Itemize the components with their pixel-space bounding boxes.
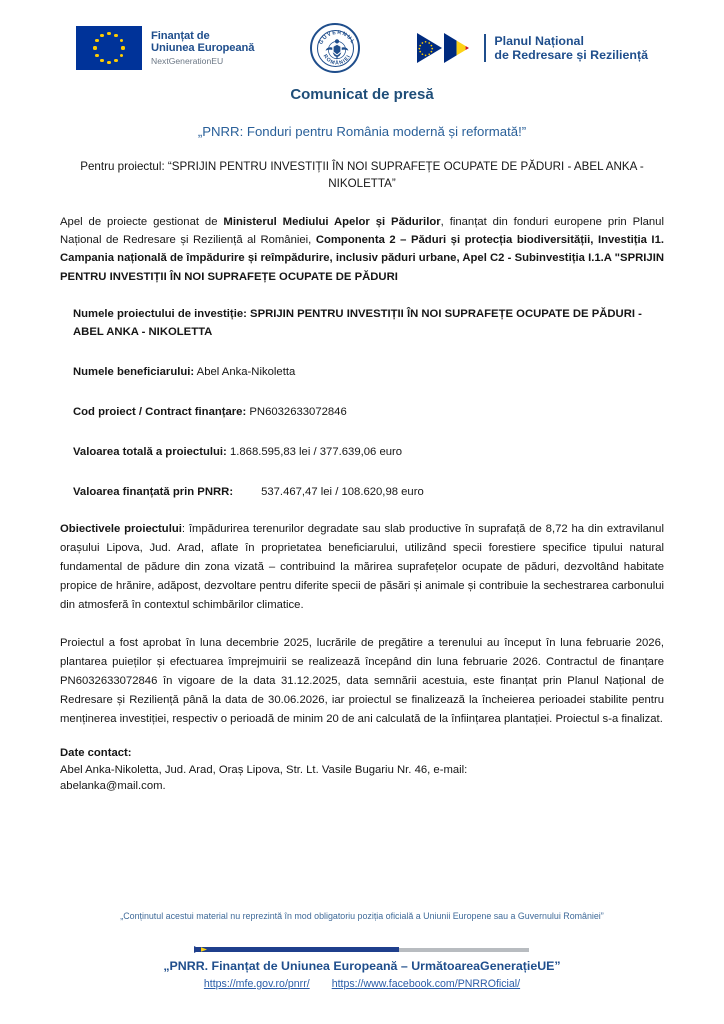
objectives-text: : împădurirea terenurilor degradate sau slab productive în suprafață de 8,72 ha din extravilanul orașului Lipova, Jud. Arad, aflate în proprietatea beneficiarului, utilizând specii forestiere specifice tipului natural fundamental de pădure din zona vizată – contribuind la mărirea suprafețelor ocupate de păduri, dezvoltând habitate propice de hrănire, adăpost, dezvoltare pentru diferite specii de păsări și animale și contribuie la sechestrarea carbonului din atmosferă în contextul schimbărilor climatice. — [60, 523, 664, 612]
svg-text:GUVERNUL: GUVERNUL — [318, 29, 357, 46]
intro-paragraph — [60, 213, 664, 286]
footer-divider-bar-wrap — [0, 947, 724, 952]
footer-title: „PNRR. Finanțat de Uniunea Europeană – UrmătoareaGenerațieUE” — [163, 959, 561, 973]
page-title: Comunicat de presă — [290, 86, 434, 103]
field-project-code-value: PN6032633072846 — [246, 406, 347, 419]
field-beneficiary-value: Abel Anka-Nikoletta — [194, 366, 296, 379]
pnrr-logo-line2: de Redresare și Reziliență — [494, 48, 648, 62]
field-pnrr-funded-value — [73, 483, 664, 501]
contact-line-1: Abel Anka-Nikoletta, Jud. Arad, Oraș Lipova, Str. Lt. Vasile Bugariu Nr. 46, e-mail: — [60, 763, 468, 776]
field-beneficiary-label: Numele beneficiarului: — [73, 366, 195, 379]
document-subtitle: „PNRR: Fonduri pentru România modernă și reformată!” — [197, 124, 527, 139]
field-project-code-label: Cod proiect / Contract finanțare: — [73, 406, 247, 419]
pnrr-logo-text — [484, 34, 648, 63]
footer-disclaimer: „Conținutul acestui material nu reprezintă în mod obligatoriu poziția oficială a Uniunii Europene sau a Guvernului României” — [120, 911, 604, 921]
contact-label: Date contact: — [60, 747, 132, 760]
eu-funding-logo — [76, 26, 254, 70]
field-project-code — [73, 403, 664, 421]
eu-logo-text — [151, 30, 254, 67]
field-beneficiary — [73, 363, 664, 381]
intro-bold-2: Componenta 2 – Păduri și protecția biodiversității, Investiția I1. Campania națională de împădurire și reîmpădurire, inclusiv păduri urbane, Apel C2 - Subinvestiția I.1.A "SPRIJIN PENTRU INVESTIȚII ÎN NOI SUPRAFEȚE OCUPATE DE PĂDURI — [60, 234, 664, 283]
svg-text:ROMÂNIEI: ROMÂNIEI — [322, 53, 353, 67]
contact-block — [60, 745, 664, 795]
footer-link-facebook[interactable]: https://www.facebook.com/PNRROficial/ — [331, 978, 521, 990]
field-total-value-amount: 1.868.595,83 lei / 377.639,06 euro — [226, 446, 403, 459]
romanian-government-logo — [310, 23, 360, 73]
field-project-name — [73, 305, 664, 341]
intro-bold-1: Ministerul Mediului Apelor și Pădurilor — [223, 215, 441, 228]
pnrr-logo — [416, 31, 648, 65]
government-seal-icon — [310, 23, 360, 73]
project-reference-line: Pentru proiectul: “SPRIJIN PENTRU INVESTIȚII ÎN NOI SUPRAFEȚE OCUPATE DE PĂDURI - ABEL ANKA - NIKOLETTA” — [80, 160, 644, 191]
timeline-paragraph: Proiectul a fost aprobat în luna decembrie 2025, lucrările de pregătire a terenului au început în luna februarie 2026, plantarea puieților și efectuarea împrejmuirii se realizează începând din luna februarie 2026. Contractul de finanțare PN6032633072846 în vigoare de la data 31.12.2025, data semnării acestuia, este finanțat prin Planul Național de Redresare și Reziliență până la data de 30.06.2026, iar proiectul se finalizează la încheierea perioadei stabilite pentru menținerea investiției, respectiv o perioadă de minim 20 de ani calculată de la înființarea plantației. Proiectul s-a finalizat. — [60, 637, 664, 726]
footer-links — [0, 978, 724, 990]
document-content — [0, 86, 724, 795]
footer-link-mfe[interactable]: https://mfe.gov.ro/pnrr/ — [203, 978, 310, 990]
project-details-block — [60, 305, 664, 501]
page-footer — [0, 911, 724, 990]
intro-text-1: Apel de proiecte gestionat de — [60, 215, 224, 228]
field-pnrr-funded-label: Valoarea finanțată prin PNRR: — [73, 486, 234, 499]
field-total-value-label: Valoarea totală a proiectului: — [73, 446, 227, 459]
field-total-value — [73, 443, 664, 461]
contact-line-2: abelanka@mail.com. — [60, 780, 166, 793]
eu-flag-icon — [76, 26, 142, 70]
eu-logo-line1: Finanțat de — [151, 29, 210, 42]
eu-logo-line2: Uniunea Europeană — [151, 42, 255, 55]
eu-logo-line3: NextGenerationEU — [151, 55, 224, 66]
objectives-label: Obiectivele proiectului — [60, 523, 182, 536]
footer-arrow-icon — [194, 946, 210, 953]
intro-text-2: , finanțat din fonduri europene prin Planul Național de Redresare și Reziliență al României, — [60, 215, 664, 247]
pnrr-arrows-icon — [416, 31, 476, 65]
objectives-paragraph — [60, 520, 664, 615]
field-pnrr-funded-amount: 537.467,47 lei / 108.620,98 euro — [261, 486, 424, 499]
logo-strip — [0, 0, 724, 67]
field-project-name-value: SPRIJIN PENTRU INVESTIȚII ÎN NOI SUPRAFEȚE OCUPATE DE PĂDURI - ABEL ANKA - NIKOLETTA — [73, 307, 642, 339]
pnrr-logo-line1: Planul Național — [494, 33, 584, 48]
field-project-name-label: Numele proiectului de investiție: — [73, 307, 247, 320]
footer-divider-bar — [195, 947, 529, 952]
